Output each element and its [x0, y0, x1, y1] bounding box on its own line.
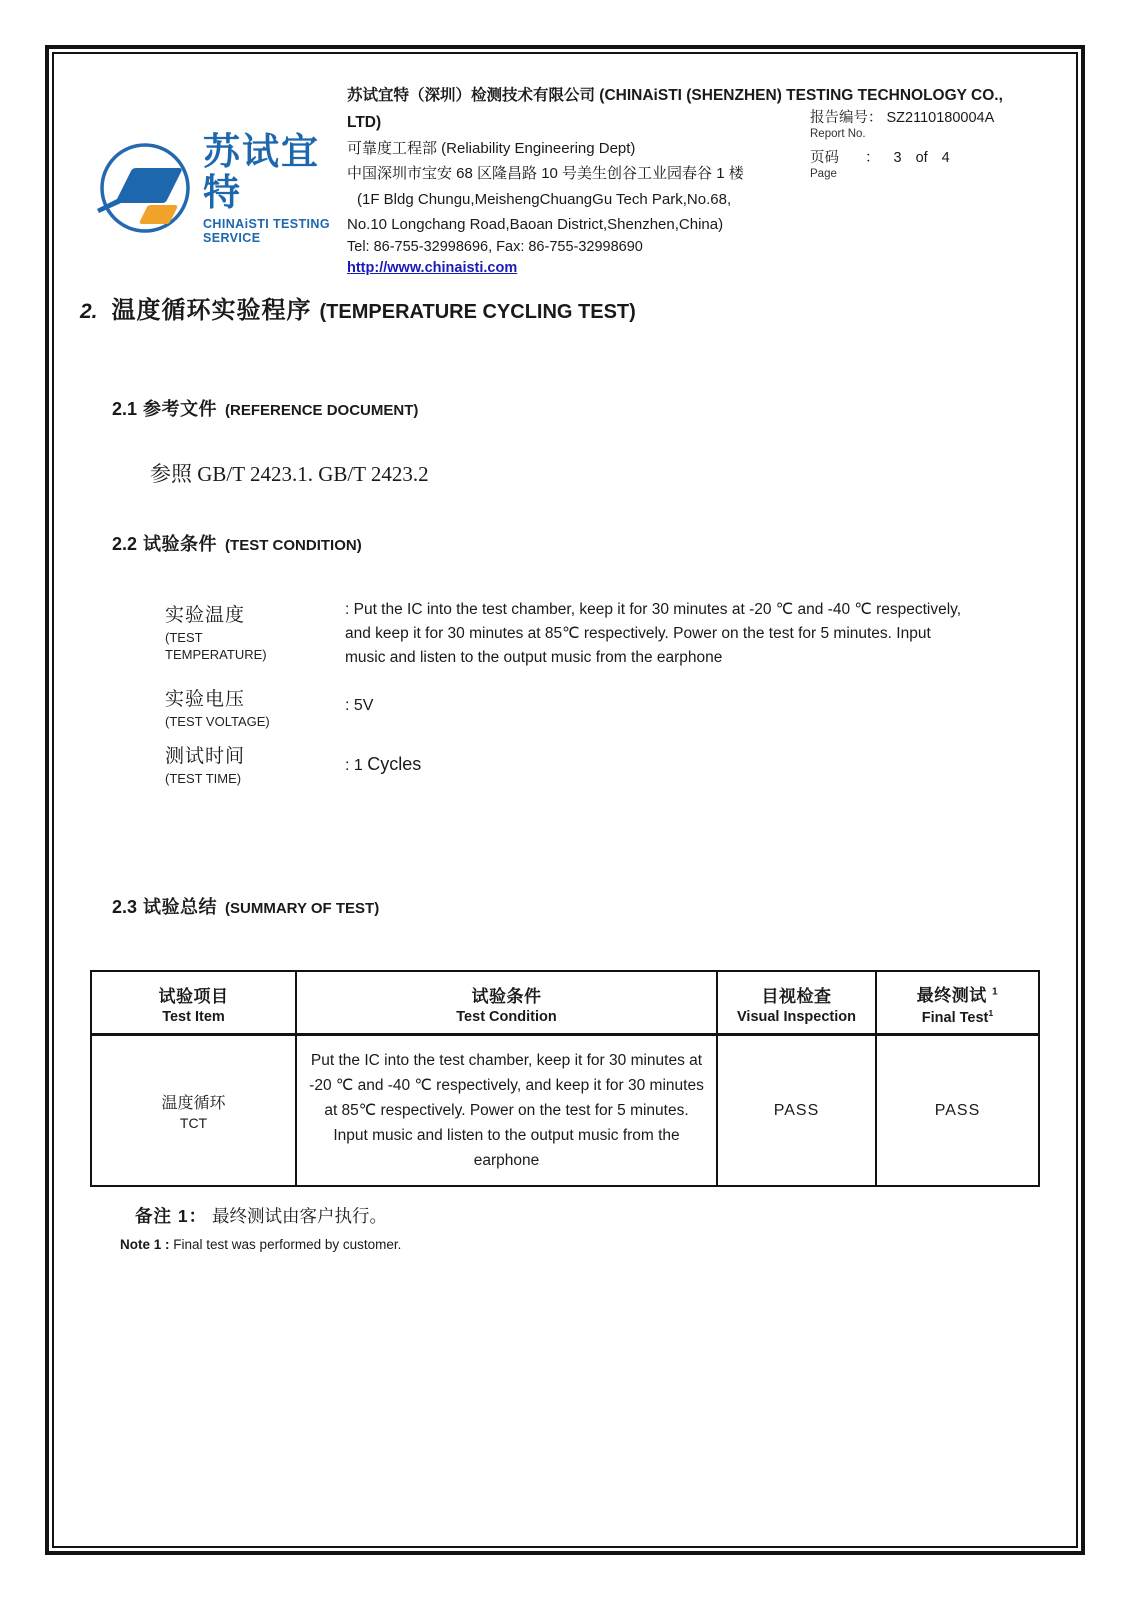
- condition-row-time: [165, 741, 975, 788]
- chinaisti-logo-icon: [95, 136, 195, 241]
- section-2-number: 2.: [80, 300, 98, 323]
- test-temperature-value: : Put the IC into the test chamber, keep it for 30 minutes at -20 ℃ and -40 ℃ respectively, and keep it for 30 minutes at 85℃ respectively. Power on the test for 5 minutes. Input music and listen to the output music from the earphone: [345, 601, 962, 667]
- page-of: of: [915, 150, 928, 166]
- report-no-label-zh: 报告编号：: [810, 110, 883, 126]
- test-condition-list: [165, 600, 975, 788]
- company-name: 苏试宜特（深圳）检测技术有限公司 (CHINAiSTI (SHENZHEN) TESTING TECHNOLOGY CO., LTD): [347, 87, 1003, 132]
- cell-final-test: PASS: [876, 1034, 1039, 1186]
- section-2-heading: [80, 290, 636, 325]
- logo-brand-en: CHINAiSTI TESTING SERVICE: [203, 217, 330, 246]
- test-voltage-label-en: (TEST VOLTAGE): [165, 714, 270, 730]
- note-1-zh: 备注 1： 最终测试由客户执行。: [135, 1206, 387, 1226]
- section-23-heading: 2.3 试验总结 (SUMMARY OF TEST): [112, 897, 380, 917]
- test-temperature-label-en: (TEST TEMPERATURE): [165, 630, 267, 662]
- col-header-test-condition: 试验条件 Test Condition: [296, 971, 717, 1034]
- col-header-visual-inspection: 目视检查 Visual Inspection: [717, 971, 876, 1034]
- report-meta: [810, 106, 1080, 180]
- company-dept: 可靠度工程部 (Reliability Engineering Dept): [347, 140, 636, 158]
- cell-test-item: 温度循环 TCT: [91, 1034, 296, 1186]
- company-tel-fax: Tel: 86-755-32998696, Fax: 86-755-32998690: [347, 239, 643, 255]
- cell-test-condition: Put the IC into the test chamber, keep it for 30 minutes at -20 ℃ and -40 ℃ respectively, and keep it for 30 minutes at 85℃ respectively. Power on the test for 5 minutes. Input music and listen to the output music from the earphone: [296, 1034, 717, 1186]
- cell-visual-inspection: PASS: [717, 1034, 876, 1186]
- test-voltage-value: : 5V: [345, 697, 374, 715]
- note-1-en: Note 1 : Final test was performed by customer.: [120, 1237, 402, 1252]
- col-header-final-test: 最终测试 $^1$ Final Test$^1$: [876, 971, 1039, 1034]
- page-current: 3: [893, 150, 902, 166]
- section-21-title-zh: 参考文件: [143, 399, 218, 419]
- section-23-title-zh: 试验总结: [143, 897, 218, 917]
- section-22-title-en: (TEST CONDITION): [225, 537, 362, 554]
- page-colon: ：: [865, 150, 880, 166]
- report-no-label-en: Report No.: [810, 128, 866, 140]
- section-21-title-en: (REFERENCE DOCUMENT): [225, 402, 419, 419]
- company-website: [347, 259, 1012, 277]
- col-header-test-item: 试验项目 Test Item: [91, 971, 296, 1034]
- page-label-en: Page: [810, 168, 837, 180]
- section-22-heading: 2.2 试验条件 (TEST CONDITION): [112, 534, 362, 554]
- company-address-zh: 中国深圳市宝安 68 区隆昌路 10 号美生创谷工业园春谷 1 楼: [347, 165, 744, 183]
- company-address-en2: No.10 Longchang Road,Baoan District,Shenzhen,China): [347, 215, 724, 233]
- company-address-en1: (1F Bldg Chungu,MeishengChuangGu Tech Park,No.68,: [357, 190, 732, 208]
- page-total: 4: [941, 150, 950, 166]
- summary-table-row-tct: [91, 1034, 1039, 1186]
- company-logo: [95, 130, 345, 246]
- condition-row-temperature: [165, 600, 975, 670]
- summary-table: [90, 970, 1040, 1187]
- summary-table-header-row: [91, 971, 1039, 1034]
- reference-document-text: 参照 GB/T 2423.1. GB/T 2423.2: [150, 462, 429, 486]
- test-temperature-label-zh: 实验温度: [165, 605, 246, 626]
- test-time-value: : 1 Cycles: [345, 753, 422, 774]
- test-time-label-zh: 测试时间: [165, 745, 246, 767]
- section-23-title-en: (SUMMARY OF TEST): [225, 900, 380, 917]
- section-2-title-zh: 温度循环实验程序: [111, 297, 312, 324]
- test-voltage-label-zh: 实验电压: [165, 689, 246, 711]
- test-time-label-en: (TEST TIME): [165, 770, 242, 786]
- logo-brand-zh: 苏试宜特: [203, 130, 320, 213]
- condition-row-voltage: [165, 684, 975, 731]
- section-22-title-zh: 试验条件: [143, 534, 218, 554]
- website-link[interactable]: http://www.chinaisti.com: [347, 259, 518, 276]
- section-2-title-en: (TEMPERATURE CYCLING TEST): [319, 301, 636, 323]
- section-21-heading: 2.1 参考文件 (REFERENCE DOCUMENT): [112, 399, 419, 419]
- report-no-value: SZ2110180004A: [886, 110, 995, 126]
- page-label-zh: 页码: [810, 150, 839, 166]
